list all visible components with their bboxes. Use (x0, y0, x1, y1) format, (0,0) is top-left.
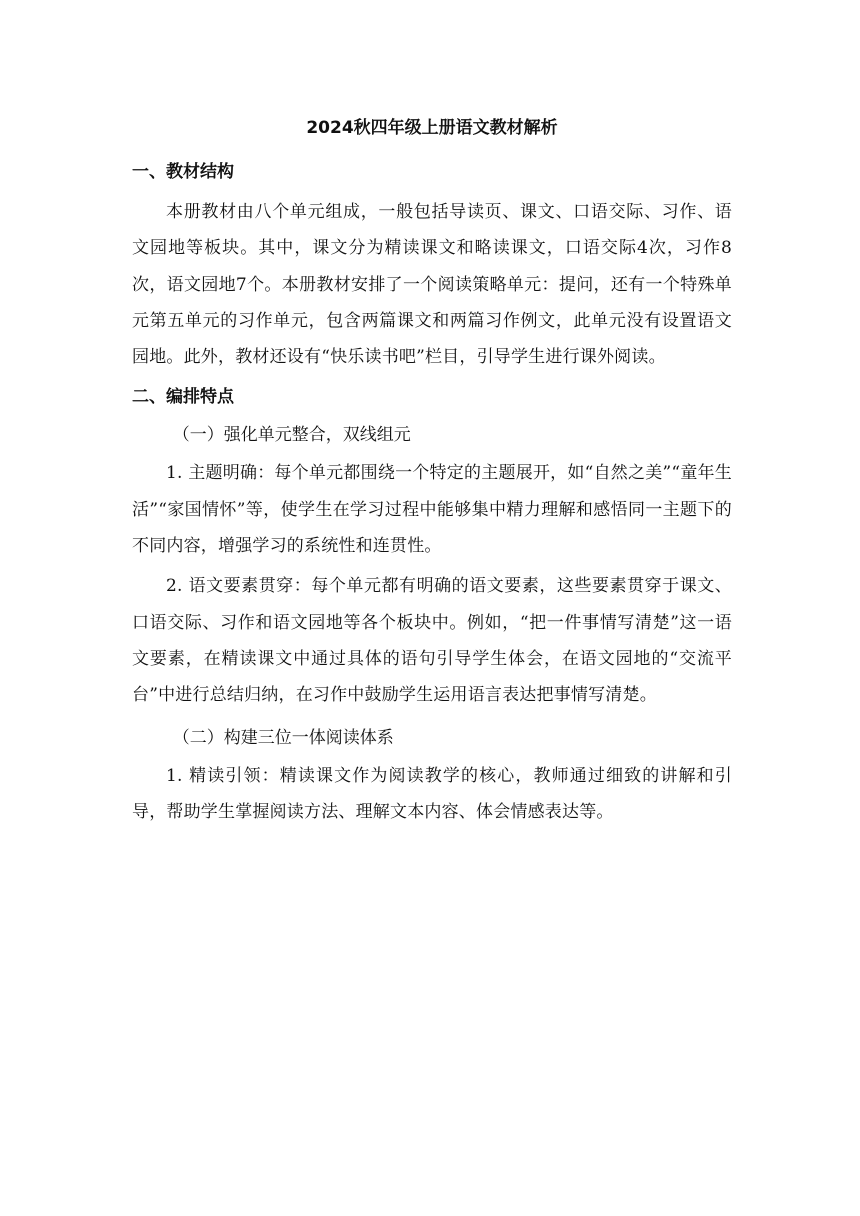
document-title: 2024秋四年级上册语文教材解析 (306, 118, 558, 138)
section-heading-structure: 一、教材结构 (132, 162, 234, 182)
paragraph-language-elements: 2. 语文要素贯穿：每个单元都有明确的语文要素，这些要素贯穿于课文、口语交际、习作和语文园地等各个板块中。例如，“把一件事情写清楚”这一语文要素，在精读课文中通过具体的语句引导学生体会，在语文园地的“交流平台”中进行总结归纳，在习作中鼓励学生运用语言表达把事情写清楚。 (132, 576, 732, 706)
paragraph-intensive-reading: 1. 精读引领：精读课文作为阅读教学的核心，教师通过细致的讲解和引导，帮助学生掌握阅读方法、理解文本内容、体会情感表达等。 (132, 765, 732, 822)
paragraph-theme-clear: 1. 主题明确：每个单元都围绕一个特定的主题展开，如“自然之美”“童年生活”“家国情怀”等，使学生在学习过程中能够集中精力理解和感悟同一主题下的不同内容，增强学习的系统性和连贯性。 (132, 463, 732, 557)
paragraph-structure: 本册教材由八个单元组成，一般包括导读页、课文、口语交际、习作、语文园地等板块。其中，课文分为精读课文和略读课文，口语交际4次，习作8次，语文园地7个。本册教材安排了一个阅读策略单元：提问，还有一个特殊单元第五单元的习作单元，包含两篇课文和两篇习作例文，此单元没有设置语文园地。此外，教材还设有“快乐读书吧”栏目，引导学生进行课外阅读。 (132, 202, 732, 368)
subsection-heading-unit-integration: （一）强化单元整合，双线组元 (172, 425, 411, 446)
section-heading-features: 二、编排特点 (132, 387, 234, 408)
subsection-heading-reading-system: （二）构建三位一体阅读体系 (172, 727, 394, 748)
document-body (132, 112, 732, 830)
